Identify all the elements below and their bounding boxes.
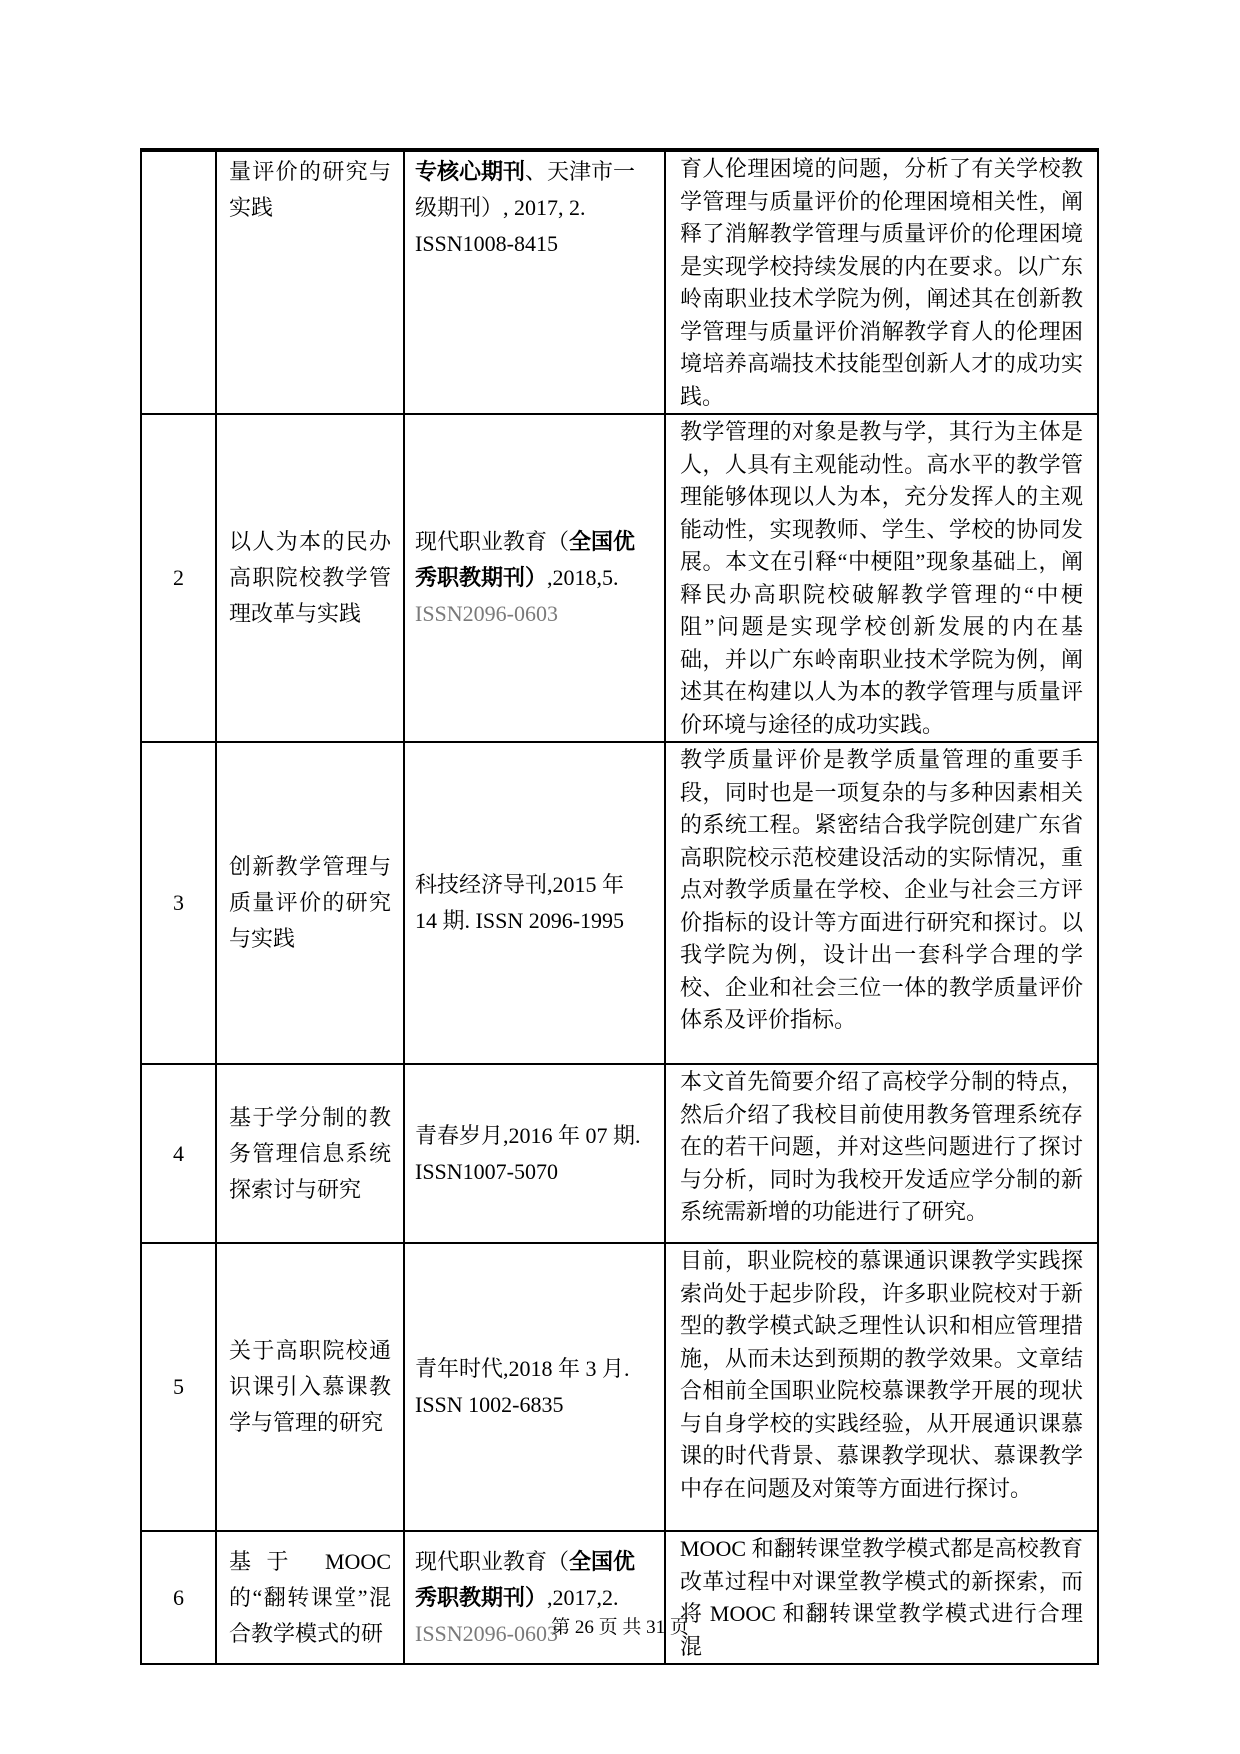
journal-cell [404, 1531, 665, 1664]
journal-text-bold: 全国优秀职教期刊） [415, 1548, 636, 1610]
row-number [141, 150, 216, 414]
abstract-cell: 教学管理的对象是教与学，其行为主体是人，人具有主观能动性。高水平的教学管理能够体现以人为本，充分发挥人的主观能动性，实现教师、学生、学校的协同发展。本文在引释“中梗阻”现象基础上，阐释民办高职院校破解教学管理的“中梗阻”问题是实现学校创新发展的内在基础，并以广东岭南职业技术学院为例，阐述其在构建以人为本的教学管理与质量评价环境与途径的成功实践。 [665, 414, 1098, 742]
row-number: 2 [141, 414, 216, 742]
paper-title: 关于高职院校通识课引入慕课教学与管理的研究 [216, 1243, 404, 1531]
journal-text-pre: 现代职业教育（ [415, 529, 570, 554]
journal-text-pre: 科技经济导刊,2015 年 14 期. [415, 872, 625, 933]
table-row [141, 1243, 1098, 1531]
journal-cell [404, 414, 665, 742]
page-number-footer: 第 26 页 共 31 页 [551, 1617, 689, 1638]
paper-title: 以人为本的民办高职院校教学管理改革与实践 [216, 414, 404, 742]
journal-issn: ISSN2096-0603 [415, 1620, 559, 1646]
journal-issn: ISSN 2096-1995 [475, 908, 625, 933]
paper-title: 量评价的研究与实践 [216, 150, 404, 414]
journal-issn: ISSN1008-8415 [415, 231, 559, 256]
row-number: 4 [141, 1064, 216, 1243]
journal-text-bold: 专核心期刊 [415, 159, 526, 184]
journal-text-post: 、天津市一级期刊）, 2017, 2. [415, 159, 636, 220]
abstract-cell: 教学质量评价是教学质量管理的重要手段，同时也是一项复杂的与多种因素相关的系统工程。紧密结合我学院创建广东省高职院校示范校建设活动的实际情况，重点对教学质量在学校、企业与社会三方评价指标的设计等方面进行研究和探讨。以我学院为例，设计出一套科学合理的学校、企业和社会三位一体的教学质量评价体系及评价指标。 [665, 742, 1098, 1064]
journal-issn: ISSN1007-5070 [415, 1158, 559, 1184]
journal-text-post: ,2018,5. [547, 565, 619, 590]
row-number: 5 [141, 1243, 216, 1531]
table-row [141, 414, 1098, 742]
journal-issn: ISSN2096-0603 [415, 601, 559, 626]
journal-text-bold: 全国优秀职教期刊） [415, 529, 636, 590]
table-row [141, 1531, 1098, 1664]
table-row [141, 742, 1098, 1064]
abstract-cell: MOOC 和翻转课堂教学模式都是高校教育改革过程中对课堂教学模式的新探索，而将 MOOC 和翻转课堂教学模式进行合理混 [665, 1531, 1098, 1664]
journal-cell [404, 1064, 665, 1243]
row-number: 3 [141, 742, 216, 1064]
journal-text-pre: 青年时代,2018 年 3 月. [415, 1356, 630, 1381]
table-row [141, 150, 1098, 414]
row-number: 6 [141, 1531, 216, 1664]
table-row [141, 1064, 1098, 1243]
paper-title: 创新教学管理与质量评价的研究与实践 [216, 742, 404, 1064]
journal-text-pre: 青春岁月,2016 年 07 期. [415, 1122, 641, 1148]
journal-cell [404, 1243, 665, 1531]
abstract-cell: 本文首先简要介绍了高校学分制的特点，然后介绍了我校目前使用教务管理系统存在的若干问题，并对这些问题进行了探讨与分析，同时为我校开发适应学分制的新系统需新增的功能进行了研究。 [665, 1064, 1098, 1243]
abstract-cell: 目前，职业院校的慕课通识课教学实践探索尚处于起步阶段，许多职业院校对于新型的教学模式缺乏理性认识和相应管理措施，从而未达到预期的教学效果。文章结合相前全国职业院校慕课教学开展的现状与自身学校的实践经验，从开展通识课慕课的时代背景、慕课教学现状、慕课教学中存在问题及对策等方面进行探讨。 [665, 1243, 1098, 1531]
publications-table [140, 148, 1099, 1665]
journal-cell [404, 150, 665, 414]
paper-title: 基于学分制的教务管理信息系统探索讨与研究 [216, 1064, 404, 1243]
journal-cell [404, 742, 665, 1064]
journal-issn: ISSN 1002-6835 [415, 1392, 564, 1417]
journal-text-pre: 现代职业教育（ [415, 1548, 570, 1574]
journal-text-post: ,2017,2. [547, 1584, 619, 1610]
paper-title: 基于 MOOC 的“翻转课堂”混合教学模式的研 [216, 1531, 404, 1664]
abstract-cell: 育人伦理困境的问题，分析了有关学校教学管理与质量评价的伦理困境相关性，阐释了消解教学管理与质量评价的伦理困境是实现学校持续发展的内在要求。以广东岭南职业技术学院为例，阐述其在创新教学管理与质量评价消解教学育人的伦理困境培养高端技术技能型创新人才的成功实践。 [665, 150, 1098, 414]
